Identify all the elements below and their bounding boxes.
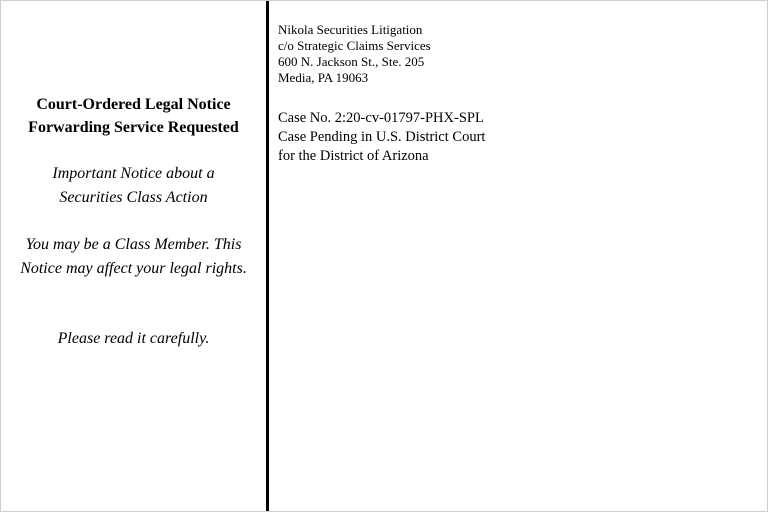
read-carefully-text: Please read it carefully.: [57, 330, 210, 347]
notice-line: Important Notice about a: [52, 165, 215, 182]
case-information: [278, 109, 758, 166]
address-line: Nikola Securities Litigation: [278, 22, 423, 37]
case-district-line: for the District of Arizona: [278, 148, 429, 164]
address-line: c/o Strategic Claims Services: [278, 38, 431, 53]
vertical-divider: [266, 1, 269, 511]
heading-line: Court-Ordered Legal Notice: [36, 96, 231, 113]
address-line: 600 N. Jackson St., Ste. 205: [278, 54, 425, 69]
important-notice-text: [9, 162, 258, 210]
class-member-text: You may be a Class Member. This Notice may affect your legal rights.: [20, 236, 247, 277]
case-number: Case No. 2:20-cv-01797-PHX-SPL: [278, 110, 484, 126]
postcard-left-panel: [1, 1, 266, 511]
notice-heading: [1, 93, 266, 139]
return-address: [278, 22, 758, 86]
address-line: Media, PA 19063: [278, 70, 369, 85]
postcard-right-panel: [278, 22, 758, 166]
case-court-line: Case Pending in U.S. District Court: [278, 129, 486, 145]
notice-line: Securities Class Action: [59, 189, 208, 206]
heading-line: Forwarding Service Requested: [28, 119, 239, 136]
